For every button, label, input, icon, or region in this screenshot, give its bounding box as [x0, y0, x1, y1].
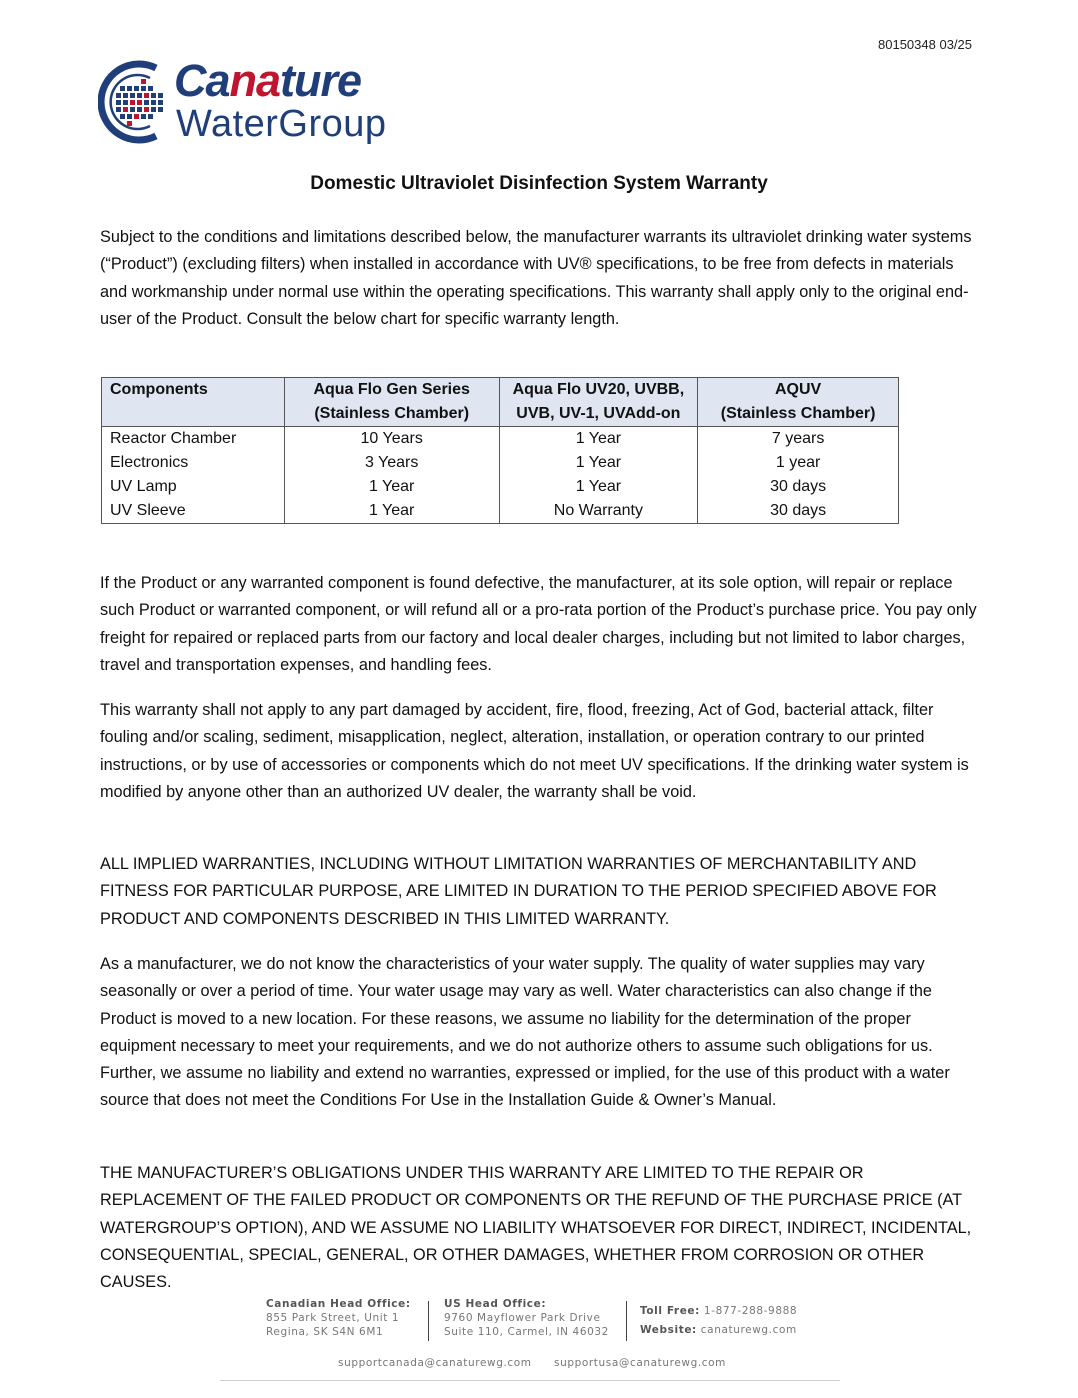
- document-number: 80150348 03/25: [878, 37, 972, 52]
- implied-warranties-paragraph: ALL IMPLIED WARRANTIES, INCLUDING WITHOUT LIMITATION WARRANTIES OF MERCHANTABILITY AND FITNESS FOR PARTICULAR PURPOSE, ARE LIMITED IN DURATION TO THE PERIOD SPECIFIED ABOVE FOR PRODUCT AND COMPONENTS DESCRIBED IN THIS LIMITED WARRANTY.: [100, 855, 937, 928]
- logo-wordmark-watergroup: WaterGroup: [176, 103, 387, 145]
- table-cell: 1 Year: [284, 499, 499, 524]
- table-header-components: Components: [102, 378, 285, 427]
- table-row: [102, 499, 899, 524]
- footer-us-office: US Head Office: 9760 Mayflower Park Drive Suite 110, Carmel, IN 46032: [444, 1298, 609, 1338]
- table-cell: 1 Year: [499, 475, 698, 499]
- footer-divider: [428, 1301, 429, 1341]
- intro-paragraph: Subject to the conditions and limitations described below, the manufacturer warrants its ultraviolet drinking water systems (“Product”) (excluding filters) when installed in accordance with UV® specifications, to be free from defects in materials and workmanship under normal use within the operating specifications. This warranty shall apply only to the original end-user of the Product. Consult the below chart for specific warranty length.: [100, 228, 972, 328]
- table-cell: Reactor Chamber: [102, 427, 285, 452]
- table-row: [102, 451, 899, 475]
- table-cell: Electronics: [102, 451, 285, 475]
- email-canada-link[interactable]: supportcanada@canaturewg.com: [338, 1357, 532, 1369]
- website-link[interactable]: canaturewg.com: [700, 1324, 797, 1336]
- table-cell: 3 Years: [284, 451, 499, 475]
- warranty-table: [101, 377, 899, 524]
- toll-free-number: 1-877-288-9888: [703, 1305, 798, 1317]
- page-footer: [0, 1297, 1078, 1398]
- water-supply-paragraph: As a manufacturer, we do not know the characteristics of your water supply. The quality of water supplies may vary seasonally or over a period of time. Your water usage may vary as well. Water characteristics can also change if the Product is moved to a new location. For these reasons, we assume no liability for the determination of the proper equipment necessary to meet your requirements, and we do not authorize others to assume such obligations for us. Further, we assume no liability and extend no warranties, expressed or implied, for the use of this product with a water source that does not meet the Conditions For Use in the Installation Guide & Owner’s Manual.: [100, 955, 950, 1110]
- footer-rule: [220, 1380, 840, 1381]
- table-header-aqua-flo-uv20: Aqua Flo UV20, UVBB, UVB, UV-1, UVAdd-on: [499, 378, 698, 427]
- company-logo: [98, 54, 438, 150]
- footer-divider: [626, 1301, 627, 1341]
- table-header-aquv: AQUV (Stainless Chamber): [698, 378, 899, 427]
- email-us-link[interactable]: supportusa@canaturewg.com: [554, 1357, 727, 1369]
- repair-paragraph: If the Product or any warranted component is found defective, the manufacturer, at its sole option, will repair or replace such Product or warranted component, or will refund all or a pro-rata portion of the Product’s purchase price. You pay only freight for repaired or replaced parts from our factory and local dealer charges, including but not limited to labor charges, travel and transportation expenses, and handling fees.: [100, 574, 977, 674]
- table-header-aqua-flo-gen: Aqua Flo Gen Series (Stainless Chamber): [284, 378, 499, 427]
- table-cell: 1 year: [698, 451, 899, 475]
- table-cell: No Warranty: [499, 499, 698, 524]
- footer-canada-office: Canadian Head Office: 855 Park Street, Unit 1 Regina, SK S4N 6M1: [266, 1298, 411, 1338]
- table-row: [102, 427, 899, 452]
- table-cell: 1 Year: [284, 475, 499, 499]
- document-title: Domestic Ultraviolet Disinfection System Warranty: [310, 173, 768, 194]
- table-row: [102, 475, 899, 499]
- table-cell: 10 Years: [284, 427, 499, 452]
- exclusions-paragraph: This warranty shall not apply to any part damaged by accident, fire, flood, freezing, Act of God, bacterial attack, filter fouling and/or scaling, sediment, misapplication, neglect, alteration, installation, or operation contrary to our printed instructions, or by use of accessories or components which do not meet UV specifications. If the drinking water system is modified by anyone other than an authorized UV dealer, the warranty shall be void.: [100, 701, 969, 801]
- table-cell: 7 years: [698, 427, 899, 452]
- table-cell: 1 Year: [499, 451, 698, 475]
- table-cell: 1 Year: [499, 427, 698, 452]
- globe-icon: [98, 54, 172, 146]
- footer-contact: Toll Free: 1-877-288-9888 Website: canaturewg.com: [640, 1305, 798, 1336]
- table-cell: UV Lamp: [102, 475, 285, 499]
- logo-wordmark-canature: Canature: [174, 55, 362, 106]
- table-cell: UV Sleeve: [102, 499, 285, 524]
- table-cell: 30 days: [698, 475, 899, 499]
- obligations-paragraph: THE MANUFACTURER’S OBLIGATIONS UNDER THIS WARRANTY ARE LIMITED TO THE REPAIR OR REPLACEMENT OF THE FAILED PRODUCT OR COMPONENTS OR THE REFUND OF THE PURCHASE PRICE (AT WATERGROUP’S OPTION), AND WE ASSUME NO LIABILITY WHATSOEVER FOR DIRECT, INDIRECT, INCIDENTAL, CONSEQUENTIAL, SPECIAL, GENERAL, OR OTHER DAMAGES, WHETHER FROM CORROSION OR OTHER CAUSES.: [100, 1164, 972, 1292]
- table-header-row: [102, 378, 899, 427]
- table-cell: 30 days: [698, 499, 899, 524]
